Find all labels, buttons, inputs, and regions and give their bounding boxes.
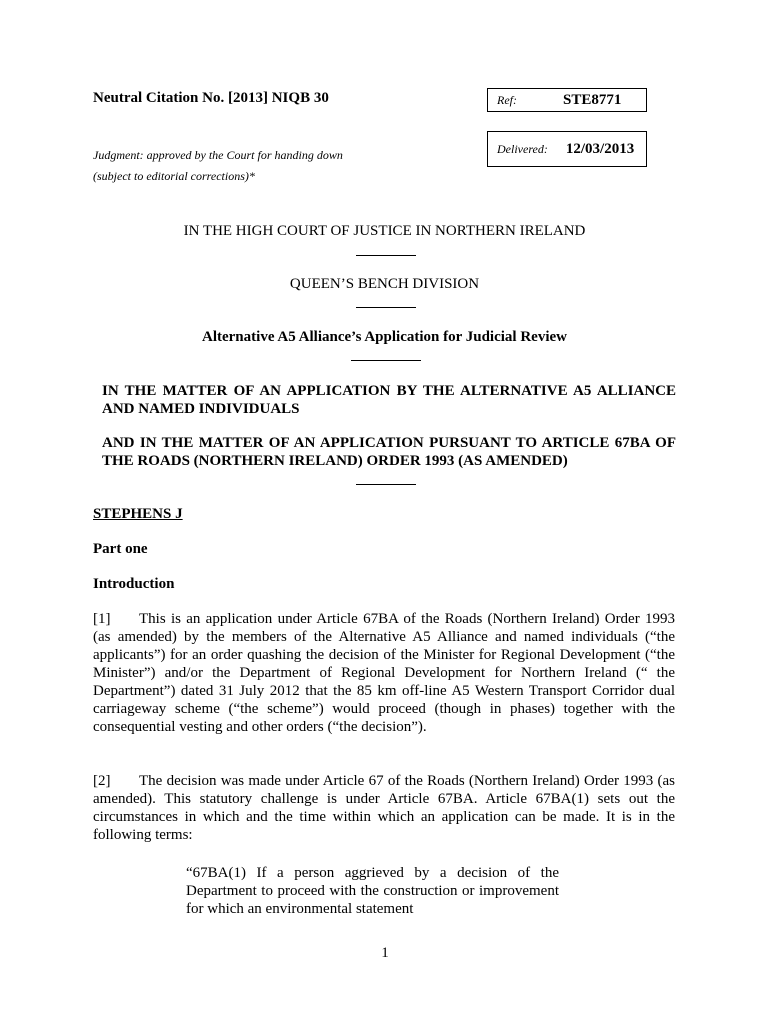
ref-value: STE8771 <box>563 91 622 108</box>
case-title: Alternative A5 Alliance’s Application for Judicial Review <box>202 329 567 345</box>
court-title: IN THE HIGH COURT OF JUSTICE IN NORTHERN IRELAND <box>183 223 586 239</box>
ref-box <box>487 88 647 112</box>
division-title: QUEEN’S BENCH DIVISION <box>289 276 480 292</box>
ref-label: Ref: <box>497 92 517 107</box>
divider <box>356 307 416 308</box>
delivered-value: 12/03/2013 <box>565 140 635 157</box>
paragraph-number: [1] <box>93 611 111 627</box>
paragraph-number: [2] <box>93 773 111 789</box>
section-heading: Introduction <box>93 576 175 592</box>
divider <box>356 484 416 485</box>
paragraph-text: The decision was made under Article 67 of the Roads (Northern Ireland) Order 1993 (as amended). This statutory challenge is under Article 67BA. Article 67BA(1) sets out the circumstances in which and the time within which an application can be made. It is in the following terms: <box>93 773 675 843</box>
judge-name: STEPHENS J <box>93 506 183 522</box>
divider <box>351 360 421 361</box>
paragraph-text: This is an application under Article 67BA of the Roads (Northern Ireland) Order 1993 (as amended) by the members of the Alternative A5 Alliance and named individuals (“the applicants”) for an order quashing the decision of the Minister for Regional Development (“the Minister”) and/or the Department of Regional Development for Northern Ireland (“ the Department”) dated 31 July 2012 that the 85 km off-line A5 Western Transport Corridor dual carriageway scheme (“the scheme”) would proceed (though in phases) together with the consequential vesting and other orders (“the decision”). <box>93 611 675 735</box>
paragraph-1 <box>93 610 675 736</box>
matter-paragraph-2: AND IN THE MATTER OF AN APPLICATION PURSUANT TO ARTICLE 67BA OF THE ROADS (NORTHERN IRELAND) ORDER 1993 (AS AMENDED) <box>102 435 676 469</box>
approval-line-1: Judgment: approved by the Court for handing down <box>93 148 343 162</box>
page-number: 1 <box>381 945 389 961</box>
part-heading: Part one <box>93 541 148 557</box>
matter-paragraph-1: IN THE MATTER OF AN APPLICATION BY THE ALTERNATIVE A5 ALLIANCE AND NAMED INDIVIDUALS <box>102 383 676 417</box>
delivered-label: Delivered: <box>497 141 548 156</box>
delivered-box <box>487 131 647 167</box>
approval-line-2: (subject to editorial corrections)* <box>93 169 255 183</box>
statute-quote: “67BA(1) If a person aggrieved by a decision of the Department to proceed with the construction or improvement for which an environmental statement <box>186 865 559 917</box>
divider <box>356 255 416 256</box>
paragraph-2 <box>93 772 675 844</box>
neutral-citation: Neutral Citation No. [2013] NIQB 30 <box>93 90 329 106</box>
